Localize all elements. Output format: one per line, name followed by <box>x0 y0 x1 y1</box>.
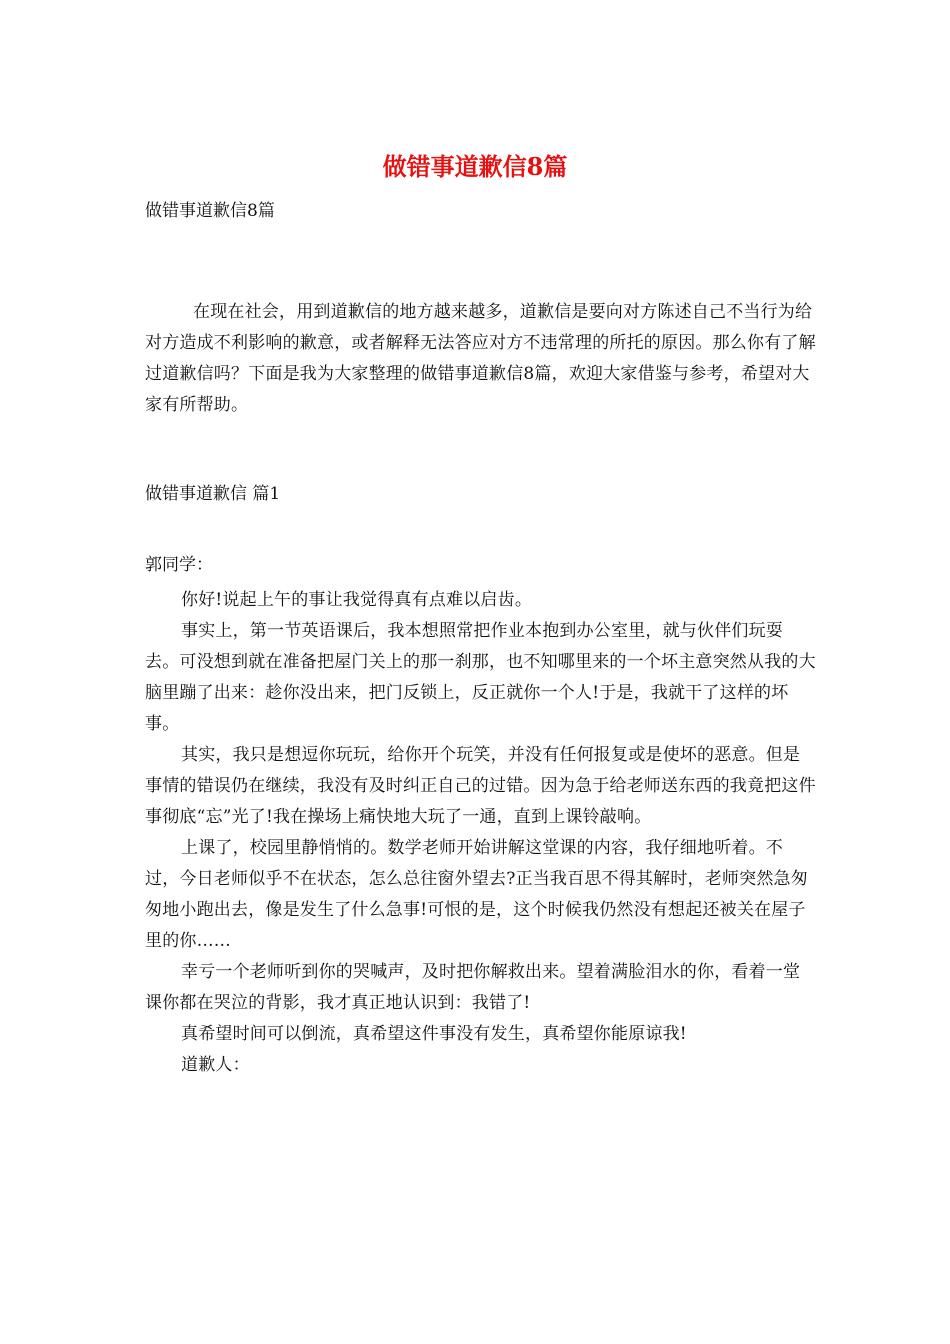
letter-salutation: 郭同学： <box>145 555 213 575</box>
letter-signoff: 道歉人： <box>181 1055 250 1075</box>
document-title: 做错事道歉信8篇 <box>382 152 568 181</box>
letter-body <box>145 585 817 1081</box>
letter-paragraph: 真希望时间可以倒流，真希望这件事没有发生，真希望你能原谅我! <box>181 1024 687 1044</box>
letter-paragraph: 事实上，第一节英语课后，我本想照常把作业本抱到办公室里，就与伙伴们玩耍去。可没想到就在准备把屋门关上的那一刹那，也不知哪里来的一个坏主意突然从我的大脑里蹦了出来：趁你没出来，把门反锁上，反正就你一个人!于是，我就干了这样的坏事。 <box>145 621 816 734</box>
section-heading: 做错事道歉信 篇1 <box>145 484 281 504</box>
document-subtitle: 做错事道歉信8篇 <box>145 201 275 221</box>
letter-paragraph: 上课了，校园里静悄悄的。数学老师开始讲解这堂课的内容，我仔细地听着。不过，今日老师似乎不在状态，怎么总往窗外望去?正当我百思不得其解时，老师突然急匆匆地小跑出去，像是发生了什么急事!可恨的是，这个时候我仍然没有想起还被关在屋子里的你…… <box>145 838 808 951</box>
letter-paragraph: 幸亏一个老师听到你的哭喊声，及时把你解救出来。望着满脸泪水的你，看着一堂课你都在哭泣的背影，我才真正地认识到：我错了! <box>145 962 801 1013</box>
letter-paragraph: 其实，我只是想逗你玩玩，给你开个玩笑，并没有任何报复或是使坏的恶意。但是事情的错误仍在继续，我没有及时纠正自己的过错。因为急于给老师送东西的我竟把这件事彻底“忘”光了!我在操场上痛快地大玩了一通，直到上课铃敲响。 <box>145 745 816 827</box>
letter-paragraph: 你好!说起上午的事让我觉得真有点难以启齿。 <box>181 590 533 610</box>
intro-paragraph: 在现在社会，用到道歉信的地方越来越多，道歉信是要向对方陈述自己不当行为给对方造成不利影响的歉意，或者解释无法答应对方不违常理的所托的原因。那么你有了解过道歉信吗？下面是我为大家整理的做错事道歉信8篇，欢迎大家借鉴与参考，希望对大家有所帮助。 <box>145 302 816 415</box>
